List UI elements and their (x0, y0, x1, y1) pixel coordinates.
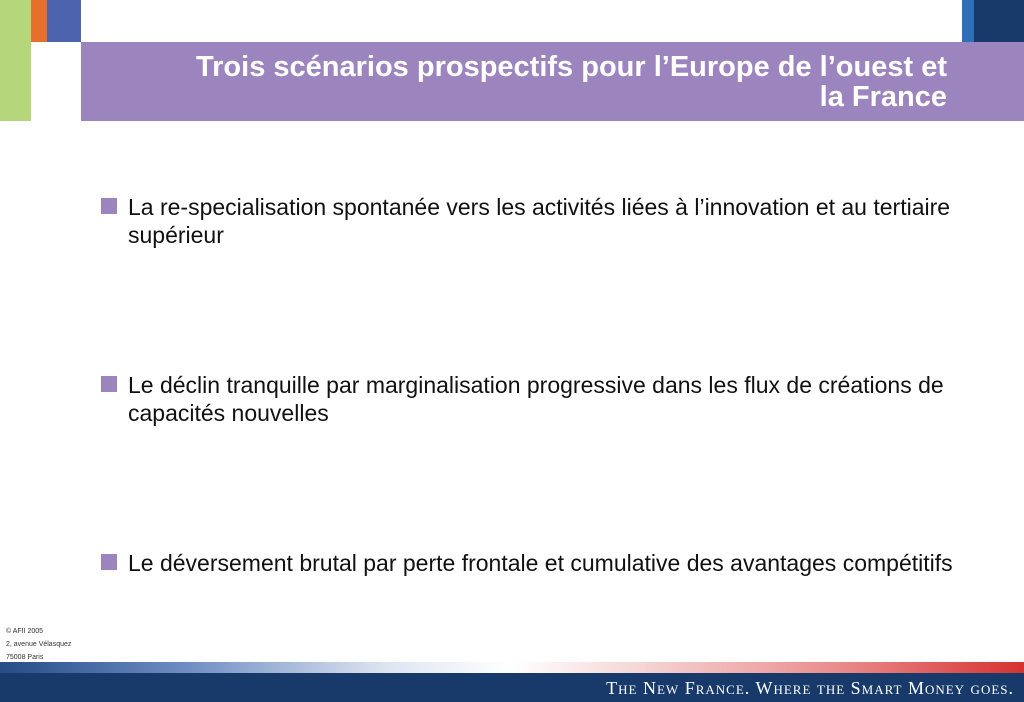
corner-decoration-orange (31, 0, 47, 42)
bullet-item (101, 549, 971, 577)
title-bar (81, 42, 1024, 121)
address-line: © AFII 2005 (6, 628, 44, 635)
bullet-item (101, 193, 971, 249)
footer-bar (0, 673, 1024, 702)
bullet-text: Le déversement brutal par perte frontale et cumulative des avantages compétitifs (128, 550, 953, 576)
slide-title: Trois scénarios prospectifs pour l’Europe de l’ouest et la France (196, 51, 947, 113)
address-line: 75008 Paris (6, 654, 44, 661)
square-bullet-icon (101, 554, 117, 570)
square-bullet-icon (101, 376, 117, 392)
footer-tagline: The New France. Where the Smart Money goes. (606, 678, 1014, 698)
footer-address (6, 625, 71, 664)
bullet-item (101, 371, 971, 427)
bullet-text: La re-specialisation spontanée vers les activités liées à l’innovation et au tertiaire supérieur (128, 194, 951, 248)
corner-decoration-navy-right (974, 0, 1024, 42)
corner-decoration-blue-right (962, 0, 974, 42)
corner-decoration-blue (47, 0, 81, 42)
footer-gradient-stripe (0, 662, 1024, 673)
bullet-text: Le déclin tranquille par marginalisation progressive dans les flux de créations de capacités nouvelles (128, 372, 944, 426)
corner-decoration-green (0, 0, 31, 121)
address-line: 2, avenue Vélasquez (6, 641, 72, 648)
square-bullet-icon (101, 198, 117, 214)
